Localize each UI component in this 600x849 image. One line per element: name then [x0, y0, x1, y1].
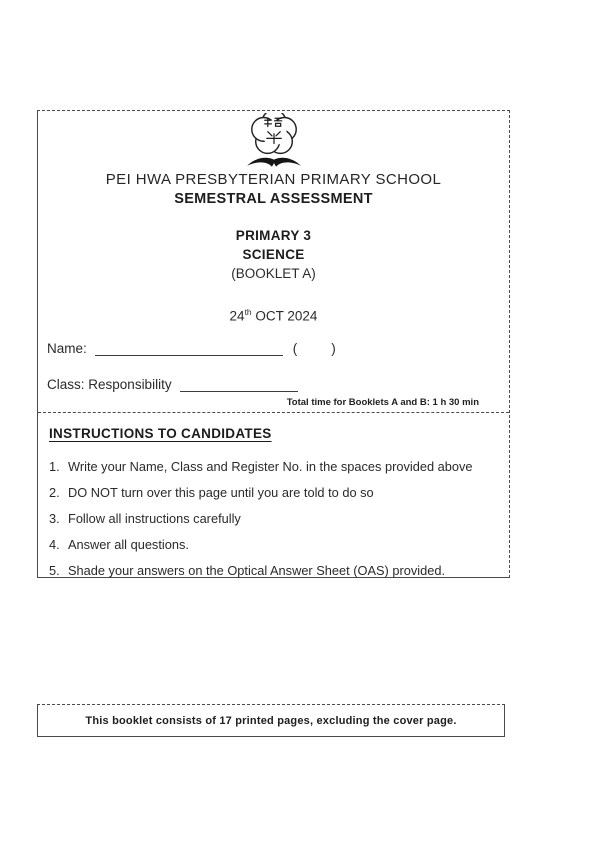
- register-paren-close: ): [331, 340, 336, 356]
- footer-note: This booklet consists of 17 printed pages, excluding the cover page.: [85, 714, 457, 727]
- class-blank-line: [180, 377, 298, 392]
- candidate-particulars: [38, 341, 509, 395]
- total-time-note: Total time for Booklets A and B: 1 h 30 min: [286, 396, 479, 408]
- school-crest-icon: [38, 113, 509, 171]
- instruction-number: 5.: [49, 562, 60, 578]
- footer-note-box: [37, 704, 505, 737]
- name-blank-line: [95, 341, 283, 356]
- instruction-text: Shade your answers on the Optical Answer Sheet (OAS) provided.: [68, 562, 445, 578]
- instruction-number: 3.: [49, 510, 60, 526]
- exam-date: [38, 304, 509, 325]
- register-paren-open: (: [292, 340, 298, 356]
- instruction-text: Write your Name, Class and Register No. in the spaces provided above: [68, 458, 473, 474]
- instructions-heading: INSTRUCTIONS TO CANDIDATES: [49, 425, 272, 441]
- instruction-item: [49, 537, 495, 552]
- class-value: Responsibility: [88, 376, 172, 392]
- instruction-item: [49, 459, 495, 474]
- instruction-item: [49, 563, 495, 578]
- exam-date-day: 24: [229, 308, 245, 324]
- assessment-title: SEMESTRAL ASSESSMENT: [174, 191, 373, 207]
- instruction-item: [49, 485, 495, 500]
- instruction-item: [49, 511, 495, 526]
- level-title: PRIMARY 3: [235, 228, 312, 243]
- name-row: [47, 341, 509, 359]
- subject-title: SCIENCE: [242, 247, 305, 262]
- cover-header: [38, 113, 509, 325]
- name-label: Name:: [47, 340, 87, 356]
- instruction-text: Answer all questions.: [68, 536, 189, 552]
- instruction-text: DO NOT turn over this page until you are told to do so: [68, 484, 374, 500]
- open-book-icon: [247, 158, 301, 167]
- school-name: PEI HWA PRESBYTERIAN PRIMARY SCHOOL: [105, 171, 442, 188]
- cover-main-box: [37, 110, 510, 578]
- booklet-label: (BOOKLET A): [231, 266, 316, 281]
- exam-date-monthyear: OCT 2024: [251, 308, 318, 324]
- instructions-list: [49, 459, 495, 578]
- instruction-text: Follow all instructions carefully: [68, 510, 241, 526]
- class-row: [47, 377, 509, 395]
- instruction-number: 1.: [49, 458, 60, 474]
- instruction-number: 4.: [49, 536, 60, 552]
- class-label: Class:: [47, 376, 85, 392]
- instruction-number: 2.: [49, 484, 60, 500]
- instructions-section: [38, 413, 509, 578]
- exam-date-ordinal: th: [244, 307, 252, 317]
